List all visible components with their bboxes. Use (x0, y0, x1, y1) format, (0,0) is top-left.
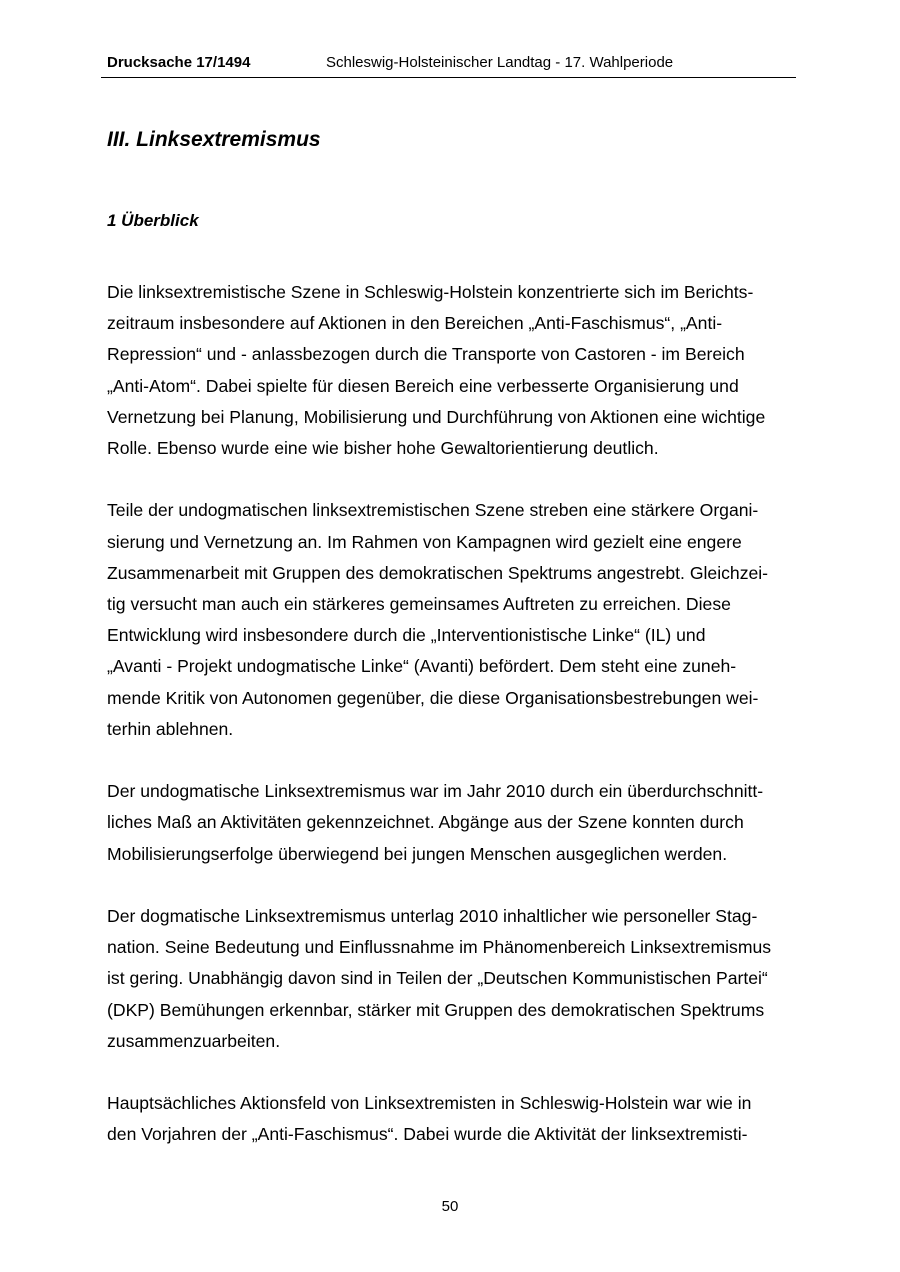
chapter-title: III. Linksextremismus (107, 128, 321, 151)
text-line: „Avanti - Projekt undogmatische Linke“ (Avanti) befördert. Dem steht eine zuneh- (107, 656, 737, 677)
document-number: Drucksache 17/1494 (107, 54, 251, 71)
text-line: Zusammenarbeit mit Gruppen des demokratischen Spektrums angestrebt. Gleichzei- (107, 562, 769, 583)
text-line: zeitraum insbesondere auf Aktionen in den Bereichen „Anti-Faschismus“, „Anti- (107, 313, 723, 334)
paragraph (107, 901, 807, 1057)
text-line: terhin ablehnen. (107, 718, 234, 739)
paragraph (107, 776, 807, 870)
text-line: den Vorjahren der „Anti-Faschismus“. Dabei wurde die Aktivität der linksextremisti- (107, 1124, 748, 1145)
text-line: „Anti-Atom“. Dabei spielte für diesen Bereich eine verbesserte Organisierung und (107, 375, 739, 396)
text-line: ist gering. Unabhängig davon sind in Teilen der „Deutschen Kommunistischen Partei“ (107, 968, 768, 989)
text-line: (DKP) Bemühungen erkennbar, stärker mit Gruppen des demokratischen Spektrums (107, 999, 765, 1020)
text-line: mende Kritik von Autonomen gegenüber, die diese Organisationsbestrebungen wei- (107, 687, 759, 708)
header-title: Schleswig-Holsteinischer Landtag - 17. Wahlperiode (326, 54, 674, 71)
paragraph (107, 1088, 807, 1150)
text-line: Mobilisierungserfolge überwiegend bei jungen Menschen ausgeglichen werden. (107, 843, 728, 864)
text-line: Entwicklung wird insbesondere durch die „Interventionistische Linke“ (IL) und (107, 625, 706, 646)
text-line: Hauptsächliches Aktionsfeld von Linksextremisten in Schleswig-Holstein war wie in (107, 1093, 752, 1114)
text-line: sierung und Vernetzung an. Im Rahmen von Kampagnen wird gezielt eine engere (107, 531, 742, 552)
section-title: 1 Überblick (107, 211, 199, 230)
page-number: 50 (441, 1198, 459, 1215)
text-line: Teile der undogmatischen linksextremistischen Szene streben eine stärkere Organi- (107, 500, 759, 521)
text-line: Der undogmatische Linksextremismus war im Jahr 2010 durch ein überdurchschnitt- (107, 781, 764, 802)
body-text (107, 277, 807, 1182)
text-line: zusammenzuarbeiten. (107, 1030, 281, 1051)
text-line: Vernetzung bei Planung, Mobilisierung und Durchführung von Aktionen eine wichtige (107, 406, 766, 427)
text-line: Die linksextremistische Szene in Schleswig-Holstein konzentrierte sich im Berichts- (107, 282, 754, 302)
page-header (101, 50, 796, 78)
text-line: nation. Seine Bedeutung und Einflussnahme im Phänomenbereich Linksextremismus (107, 937, 772, 958)
text-line: tig versucht man auch ein stärkeres gemeinsames Auftreten zu erreichen. Diese (107, 594, 731, 615)
text-line: Rolle. Ebenso wurde eine wie bisher hohe Gewaltorientierung deutlich. (107, 438, 659, 459)
paragraph (107, 277, 807, 464)
text-line: Repression“ und - anlassbezogen durch die Transporte von Castoren - im Bereich (107, 344, 745, 365)
paragraph (107, 495, 807, 745)
text-line: liches Maß an Aktivitäten gekennzeichnet. Abgänge aus der Szene konnten durch (107, 812, 744, 833)
text-line: Der dogmatische Linksextremismus unterlag 2010 inhaltlicher wie personeller Stag- (107, 906, 758, 927)
